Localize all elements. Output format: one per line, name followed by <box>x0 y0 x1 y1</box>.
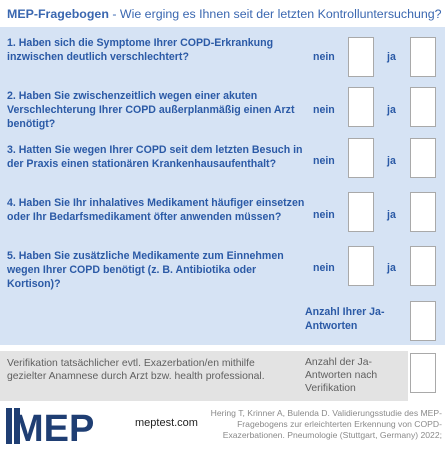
question-2-no-label: nein <box>313 104 335 116</box>
verification-text: Verifikation tatsächlicher evtl. Exazerbation/en mithilfe gezielter Anamnese durch Arzt bzw. health professional. <box>7 358 265 382</box>
question-2-text: 2. Haben Sie zwischenzeitlich wegen einer akuten Verschlechterung Ihrer COPD außerplanmäßig einen Arzt benötigt? <box>7 90 295 130</box>
question-5-yes-label: ja <box>387 262 396 274</box>
title-question: - Wie erging es Ihnen seit der letzten Kontrolluntersuchung? <box>108 7 442 21</box>
question-5-yes-checkbox[interactable] <box>410 246 436 286</box>
question-5-no-label: nein <box>313 262 335 274</box>
question-5-no-checkbox[interactable] <box>348 246 374 286</box>
questions-panel <box>0 27 445 345</box>
question-2-yes-label: ja <box>387 104 396 116</box>
question-3-yes-label: ja <box>387 155 396 167</box>
question-1-no-label: nein <box>313 51 335 63</box>
question-3-yes-checkbox[interactable] <box>410 138 436 178</box>
question-4-no-label: nein <box>313 209 335 221</box>
verified-count-label: Anzahl der Ja-Antworten nach Verifikation <box>305 357 378 394</box>
question-1-no-checkbox[interactable] <box>348 37 374 77</box>
citation: Hering T, Krinner A, Bulenda D. Validierungsstudie des MEP-Fragebogens zur erleichterten Erkennung von COPD-Exazerbationen. Pneumologie (Stuttgart, Germany) 2022; <box>210 408 442 440</box>
question-1-text: 1. Haben sich die Symptome Ihrer COPD-Erkrankung inzwischen deutlich verschlechtert? <box>7 37 274 63</box>
website-link[interactable]: meptest.com <box>135 417 198 429</box>
title-brand: MEP-Fragebogen <box>7 7 109 21</box>
question-5-text: 5. Haben Sie zusätzliche Medikamente zum Einnehmen wegen Ihrer COPD benötigt (z. B. Antibiotika oder Kortison)? <box>7 250 284 290</box>
question-4-no-checkbox[interactable] <box>348 192 374 232</box>
logo-text: MEP <box>12 408 95 444</box>
question-2-yes-checkbox[interactable] <box>410 87 436 127</box>
verified-count-field[interactable] <box>410 353 436 393</box>
question-4-yes-checkbox[interactable] <box>410 192 436 232</box>
question-1-yes-label: ja <box>387 51 396 63</box>
mep-logo <box>6 408 96 444</box>
question-3-no-label: nein <box>313 155 335 167</box>
page-title <box>7 6 443 22</box>
yes-count-field[interactable] <box>410 301 436 341</box>
yes-count-label: Anzahl Ihrer Ja-Antworten <box>305 306 385 332</box>
question-2-no-checkbox[interactable] <box>348 87 374 127</box>
question-4-yes-label: ja <box>387 209 396 221</box>
question-4-text: 4. Haben Sie Ihr inhalatives Medikament häufiger einsetzen oder Ihr Bedarfsmedikament öfter anwenden müssen? <box>7 197 305 223</box>
question-3-no-checkbox[interactable] <box>348 138 374 178</box>
question-1-yes-checkbox[interactable] <box>410 37 436 77</box>
question-3-text: 3. Hatten Sie wegen Ihrer COPD seit dem letzten Besuch in der Praxis einen stationären Krankenhausaufenthalt? <box>7 144 303 170</box>
